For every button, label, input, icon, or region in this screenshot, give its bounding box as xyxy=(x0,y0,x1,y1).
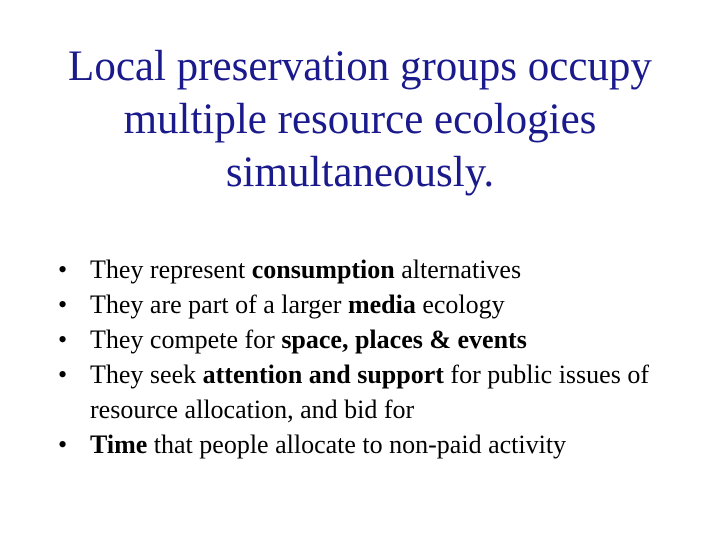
title-line-3: simultaneously. xyxy=(225,149,495,196)
title-line-2: multiple resource ecologies xyxy=(123,96,597,143)
bullet-text: They compete for xyxy=(90,325,282,354)
bullet-item xyxy=(58,322,698,357)
bullet-text: They are part of a larger xyxy=(90,290,348,319)
bullet-list xyxy=(58,252,698,462)
title-line-1: Local preservation groups occupy xyxy=(68,43,652,90)
bullet-item xyxy=(58,287,698,322)
bullet-emphasis: attention and support xyxy=(202,360,444,389)
bullet-emphasis: consumption xyxy=(251,255,395,284)
bullet-dot: • xyxy=(58,360,68,389)
bullet-text: alternatives xyxy=(394,255,522,284)
bullet-text: They seek xyxy=(90,360,203,389)
bullet-dot: • xyxy=(58,430,68,459)
bullet-dot: • xyxy=(58,255,68,284)
slide-title xyxy=(40,40,680,199)
bullet-emphasis: space, places & events xyxy=(281,325,527,354)
bullet-dot: • xyxy=(58,325,68,354)
bullet-text: They represent xyxy=(90,255,252,284)
bullet-emphasis: media xyxy=(347,290,416,319)
bullet-text: ecology xyxy=(415,290,505,319)
bullet-text: that people allocate to non-paid activity xyxy=(147,430,567,459)
bullet-item xyxy=(58,252,698,287)
bullet-emphasis: Time xyxy=(90,430,148,459)
bullet-dot: • xyxy=(58,290,68,319)
bullet-text: for public issues of resource allocation, and bid for xyxy=(90,360,649,424)
bullet-item xyxy=(58,427,698,462)
bullet-item xyxy=(58,357,698,427)
